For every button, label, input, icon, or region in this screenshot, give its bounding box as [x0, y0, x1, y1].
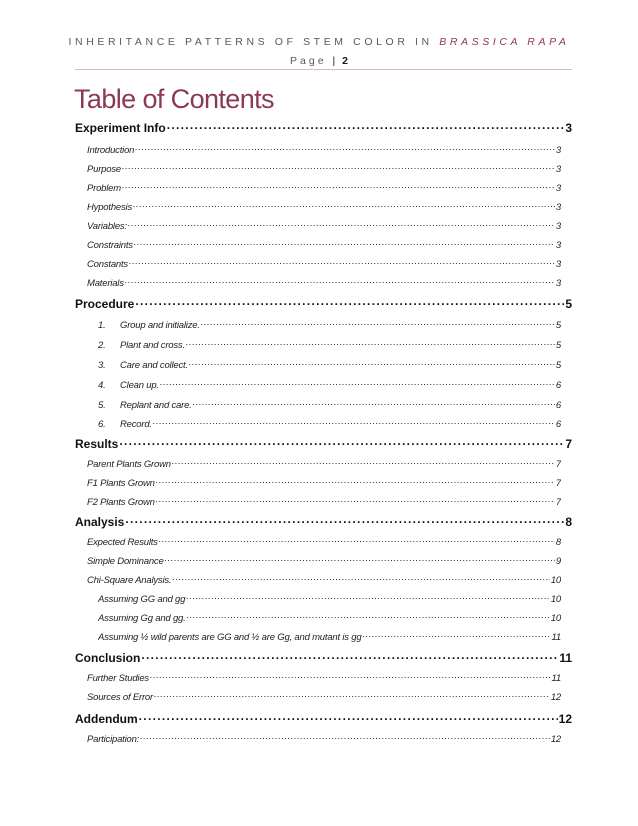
- toc-entry-page: 6: [555, 380, 561, 391]
- toc-entry-introduction[interactable]: [87, 141, 561, 159]
- toc-leader: [134, 236, 555, 248]
- toc-entry-page: 11: [551, 673, 561, 684]
- toc-title: Table of Contents: [74, 84, 274, 114]
- toc-leader: [139, 709, 558, 723]
- toc-entry-page: 3: [555, 145, 561, 156]
- toc-entry-label: Chi-Square Analysis.: [87, 575, 172, 586]
- toc-entry-label: Constants: [87, 259, 128, 270]
- toc-entry-page: 5: [565, 297, 572, 311]
- toc-entry-label: Experiment Info: [75, 121, 166, 135]
- toc-entry-page: 5: [555, 320, 561, 331]
- toc-leader: [125, 512, 564, 526]
- toc-entry-page: 3: [565, 121, 572, 135]
- toc-entry-label: Further Studies: [87, 673, 149, 684]
- toc-leader: [125, 274, 555, 286]
- toc-leader: [172, 455, 555, 467]
- toc-leader: [172, 571, 549, 583]
- toc-entry-step-5[interactable]: [98, 396, 561, 414]
- toc-entry-number: 2.: [98, 340, 106, 351]
- toc-leader: [186, 336, 555, 348]
- toc-entry-label: Analysis: [75, 515, 125, 529]
- toc-entry-label: Assuming ½ wild parents are GG and ½ are Gg, and mutant is gg: [98, 632, 362, 643]
- toc-entry-assuming-gg-gg-2[interactable]: [98, 609, 561, 627]
- toc-leader: [362, 628, 550, 640]
- toc-leader: [122, 160, 555, 172]
- toc-entry-sources-of-error[interactable]: [87, 688, 561, 706]
- toc-leader: [128, 217, 555, 229]
- toc-entry-f1-plants[interactable]: [87, 474, 561, 492]
- toc-entry-step-3[interactable]: [98, 356, 561, 374]
- toc-entry-page: 3: [555, 240, 561, 251]
- page-number: 2: [342, 55, 348, 67]
- toc-entry-page: 3: [555, 183, 561, 194]
- toc-entry-step-2[interactable]: [98, 336, 561, 354]
- toc-entry-chi-square[interactable]: [87, 571, 561, 589]
- toc-entry-page: 10: [550, 613, 561, 624]
- toc-entry-label: Record.: [120, 419, 152, 430]
- toc-entry-page: 9: [555, 556, 561, 567]
- toc-entry-f2-plants[interactable]: [87, 493, 561, 511]
- toc-entry-page: 6: [555, 419, 561, 430]
- toc-entry-label: Assuming Gg and gg.: [98, 613, 186, 624]
- toc-leader: [135, 141, 555, 153]
- toc-entry-addendum[interactable]: [75, 709, 572, 727]
- toc-entry-label: Purpose: [87, 164, 121, 175]
- toc-entry-label: Introduction: [87, 145, 135, 156]
- toc-entry-page: 3: [555, 202, 561, 213]
- toc-entry-step-1[interactable]: [98, 316, 561, 334]
- toc-leader: [156, 493, 555, 505]
- toc-entry-page: 3: [555, 164, 561, 175]
- toc-leader: [193, 396, 555, 408]
- toc-entry-page: 12: [550, 692, 561, 703]
- toc-entry-page: 12: [558, 712, 572, 726]
- toc-leader: [154, 688, 550, 700]
- toc-entry-number: 6.: [98, 419, 106, 430]
- toc-entry-label: Procedure: [75, 297, 135, 311]
- toc-entry-page: 5: [555, 340, 561, 351]
- toc-entry-page: 3: [555, 259, 561, 270]
- toc-entry-label: Parent Plants Grown: [87, 459, 171, 470]
- toc-entry-simple-dominance[interactable]: [87, 552, 561, 570]
- toc-entry-page: 7: [555, 497, 561, 508]
- toc-entry-results[interactable]: [75, 434, 572, 452]
- toc-entry-label: Participation:: [87, 734, 140, 745]
- header-title: INHERITANCE PATTERNS OF STEM COLOR IN: [68, 36, 433, 48]
- toc-entry-conclusion[interactable]: [75, 648, 572, 666]
- toc-entry-page: 11: [551, 632, 561, 643]
- toc-entry-parent-plants[interactable]: [87, 455, 561, 473]
- toc-entry-label: Sources of Error: [87, 692, 153, 703]
- toc-entry-page: 10: [550, 575, 561, 586]
- toc-entry-experiment-info[interactable]: [75, 118, 572, 136]
- toc-leader: [189, 356, 555, 368]
- toc-entry-assuming-half-wild[interactable]: [98, 628, 561, 646]
- toc-leader: [165, 552, 555, 564]
- toc-entry-page: 8: [565, 515, 572, 529]
- toc-leader: [167, 118, 565, 132]
- toc-entry-page: 3: [555, 221, 561, 232]
- toc-entry-label: Hypothesis: [87, 202, 132, 213]
- toc-entry-page: 12: [550, 734, 561, 745]
- toc-entry-label: F2 Plants Grown: [87, 497, 155, 508]
- toc-entry-label: Replant and care.: [120, 400, 192, 411]
- toc-entry-assuming-gg-gg[interactable]: [98, 590, 561, 608]
- toc-entry-analysis[interactable]: [75, 512, 572, 530]
- toc-leader: [140, 730, 550, 742]
- toc-leader: [119, 434, 564, 448]
- toc-entry-page: 8: [555, 537, 561, 548]
- toc-entry-label: Clean up.: [120, 380, 159, 391]
- toc-entry-hypothesis[interactable]: [87, 198, 561, 216]
- toc-leader: [201, 316, 555, 328]
- toc-leader: [156, 474, 555, 486]
- toc-entry-page: 11: [559, 651, 572, 665]
- page-label: Page: [290, 55, 327, 67]
- toc-leader: [159, 533, 555, 545]
- toc-leader: [141, 648, 558, 662]
- toc-entry-number: 3.: [98, 360, 106, 371]
- toc-entry-expected-results[interactable]: [87, 533, 561, 551]
- toc-entry-label: Results: [75, 437, 119, 451]
- toc-entry-step-6[interactable]: [98, 415, 561, 433]
- toc-entry-label: Assuming GG and gg: [98, 594, 186, 605]
- toc-entry-label: Constraints: [87, 240, 133, 251]
- toc-entry-label: Variables:: [87, 221, 127, 232]
- toc-entry-page: 3: [555, 278, 561, 289]
- toc-leader: [186, 590, 550, 602]
- toc-leader: [135, 294, 564, 308]
- toc-entry-page: 5: [555, 360, 561, 371]
- toc-entry-materials[interactable]: [87, 274, 561, 292]
- toc-leader: [129, 255, 555, 267]
- toc-entry-label: Problem: [87, 183, 121, 194]
- toc-entry-label: Care and collect.: [120, 360, 188, 371]
- header-species: BRASSICA RAPA: [439, 36, 570, 48]
- toc-entry-constants[interactable]: [87, 255, 561, 273]
- toc-entry-label: Plant and cross.: [120, 340, 185, 351]
- toc-entry-participation[interactable]: [87, 730, 561, 748]
- toc-entry-label: Expected Results: [87, 537, 158, 548]
- toc-leader: [150, 669, 551, 681]
- toc-entry-procedure[interactable]: [75, 294, 572, 312]
- toc-entry-number: 1.: [98, 320, 106, 331]
- toc-entry-label: Conclusion: [75, 651, 141, 665]
- toc-leader: [187, 609, 550, 621]
- toc-entry-purpose[interactable]: [87, 160, 561, 178]
- toc-entry-label: F1 Plants Grown: [87, 478, 155, 489]
- toc-entry-label: Simple Dominance: [87, 556, 164, 567]
- toc-leader: [160, 376, 555, 388]
- toc-leader: [133, 198, 555, 210]
- toc-entry-label: Addendum: [75, 712, 138, 726]
- toc-entry-label: Group and initialize.: [120, 320, 200, 331]
- toc-entry-further-studies[interactable]: [87, 669, 561, 687]
- toc-entry-page: 7: [555, 478, 561, 489]
- toc-leader: [153, 415, 555, 427]
- toc-leader: [122, 179, 555, 191]
- page-separator: |: [332, 55, 337, 67]
- toc-entry-step-4[interactable]: [98, 376, 561, 394]
- toc-entry-page: 10: [550, 594, 561, 605]
- toc-entry-number: 4.: [98, 380, 106, 391]
- toc-entry-label: Materials: [87, 278, 124, 289]
- toc-entry-number: 5.: [98, 400, 106, 411]
- toc-entry-page: 7: [565, 437, 572, 451]
- toc-entry-page: 6: [555, 400, 561, 411]
- toc-entry-constraints[interactable]: [87, 236, 561, 254]
- toc-entry-variables[interactable]: [87, 217, 561, 235]
- toc-entry-problem[interactable]: [87, 179, 561, 197]
- toc-entry-page: 7: [555, 459, 561, 470]
